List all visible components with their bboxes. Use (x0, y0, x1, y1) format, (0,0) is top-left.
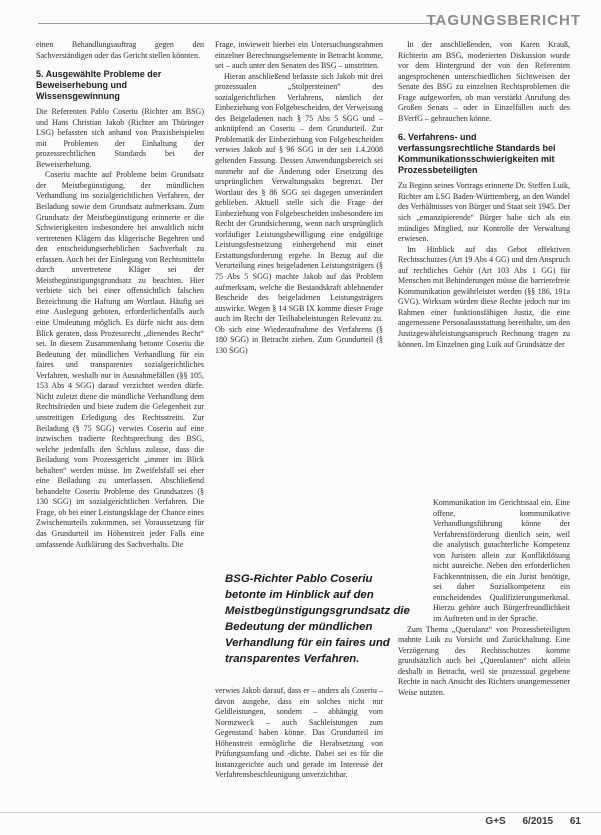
paragraph: Frage, inwieweit hierbei ein Untersuchungsrahmen einzelner Berechnungselemente in Betracht komme, sei – auch unter den Senaten des BSG – umstritten. (215, 40, 383, 71)
page-number: 61 (569, 816, 581, 827)
paragraph: Coseriu machte auf Probleme beim Grundsatz der Meistbegünstigung, der mündlichen Verhandlung im sozialgerichtlichen Verfahren, der Beiladung sowie dem Grundsatz aufmerksam. Zum Grundsatz der Meistbegünstigung erinnerte er die Schwierigkeiten insbesondere bei anwaltlich nicht vertretenen Klägern das klägerische Begehren und den entscheidungserheblichen Sachverhalt zu erfassen. Auch bei der Einlegung von Rechtsmitteln durch unvertretene Kläger sei der Meistbegünstigungsgrundsatz zu beachten. Hier verbiete sich bei einer offensichtlich falschen Bezeichnung die Haftung am Wortlaut. Häufig sei eine Auslegung geboten, erforderlichenfalls auch eine Umdeutung möglich. Es dürfe nicht aus dem Blick geraten, dass Prozessrecht „dienendes Recht“ sei. In diesem Zusammenhang betonte Coseriu die Bedeutung der mündlichen Verhandlung für ein faires und transparentes sozialgerichtliches Verfahren, weshalb nur in Ausnahmefällen (§§ 105, 153 Abs 4 SGG) darauf verzichtet werden dürfe. Nicht zuletzt diene die mündliche Verhandlung dem Rechtsfrieden und biete zudem die Gelegenheit zur unstreitigen Erledigung des Rechtsstreits. Zur Beiladung (§ 75 SGG) verwies Coseriu auf eine inzwischen tradierte Rechtsprechung des BSG, welche jedenfalls den Schluss zulasse, dass die Beiladung vom Prozessgericht „immer im Blick behalten“ werden müsse. Im Zweifelsfall sei eher eine Beiladung zu unterlassen. Abschließend behandelte Coseriu Probleme des Grundsatzes (§ 130 SGG) im sozialgerichtlichen Verfahren. Die Frage, ob bei einer Leistungsklage der Chance eines Zwischenurteils zukommen, sei Voraussetzung für das Grundurteil im Höhenstreit jeder Falls eine umfassende Aufklärung des Sachverhalts. Die (36, 170, 204, 549)
issue-number: 6/2015 (522, 816, 554, 827)
paragraph: Kommunikation im Gerichtssaal ein. Eine offene, kommunikative Verhandlungsführung könne der Verfahrensförderung dienlich sein, weil die analytisch gutachterliche Kompetenz von Juristen allein zur Konfliktlösung nicht ausreiche. Neben den erforderlichen Fachkenntnissen, die ein Jurist benötige, sei daher Sozialkompetenz ein entscheidendes Qualifizierungsmerkmal. Hierzu gehöre auch Bürgerfreundlichkeit im Auftreten und in der Sprache. (433, 498, 570, 624)
column-2-continuation (215, 686, 383, 781)
pull-quote: BSG-Richter Pablo Coseriu betonte im Hinblick auf den Meistbegünstigungsgrundsatz die Bedeutung der mündlichen Verhandlung für ein faires und transparentes Verfahren. (225, 573, 410, 665)
journal-name: G+S (485, 816, 506, 827)
section-header: TAGUNGSBERICHT (426, 12, 581, 29)
paragraph: Im Hinblick auf das Gebot effektiven Rechtsschutzes (Art 19 Abs 4 GG) und den Anspruch auf rechtliches Gehör (Art 103 Abs 1 GG) für Menschen mit Behinderungen müsse die barrierefreie Kommunikation gewährleistet werden (§§ 186, 191a GVG). Wirksam würden diese Rechte jedoch nur im Rahmen einer funktionsfähigen Justiz, die eine angemessene Personalausstattung bereithalte, um den Justizgewährleistungsanspruch Rechnung tragen zu können. Im Einzelnen ging Luik auf Grundsätze der (398, 244, 570, 349)
paragraph: Zu Beginn seines Vortrags erinnerte Dr. Steffen Luik, Richter am LSG Baden-Württemberg, an den Wandel des Verhältnisses von Bürger und Staat seit 1945. Der sich „emanzipierende“ Bürger habe sich als ein mündiges Mitglied, nur Kontrolle der Verwaltung erwiesen. (398, 181, 570, 244)
paragraph: verwies Jakob darauf, dass er – anders als Coseriu – davon ausgehe, dass ein solches nicht nur Geldleistungen, sondern – abhängig vom Normzweck – auch Sachleistungen zum Gegenstand haben könne. Das Grundurteil im Höhenstreit ermögliche die Herabsetzung von Prüfungsumfang und -dichte. Dabei sei es für die Instanzgerichte auch und gerade im Interesse der Verfahrensbeschleunigung unverzichtbar. (215, 686, 383, 780)
column-3 (398, 40, 570, 350)
column-1 (36, 40, 204, 550)
paragraph: Zum Thema „Querulanz“ von Prozessbeteiligten mahnte Luik zu Vorsicht und Zurückhaltung. Eine Verzögerung des Rechtsschutzes komme grundsätzlich auch bei „Querulanten“ nicht allein deshalb in Betracht, weil sie prozessual gegebene Rechte in nach Ansicht des Richters unangemessener Weise nutzten. (398, 624, 570, 697)
section-heading-6: 6. Verfahrens- und verfassungsrechtliche Standards bei Kommunikationsschwierigkeiten mit Prozessbeteiligten (398, 132, 556, 176)
paragraph: In der anschließenden, von Karen Krauß, Richterin am BSG, moderierten Diskussion wurde vor dem Hintergrund der von den Referenten angesprochenen unterschiedlichen Sichtweisen der Senate des BSG zu einzelnen Rechtsproblemen die Frage aufgeworfen, ob man verstärkt Anrufung des Großen Senats – oder in Einzelfällen auch des BVerfG – gebrauchen könne. (398, 40, 570, 123)
section-heading-5: 5. Ausgewählte Probleme der Beweiserhebung und Wissensgewinnung (36, 69, 162, 102)
paragraph: Hieran anschließend befasste sich Jakob mit drei prozessualen „Stolpersteinen“ des sozialgerichtlichen Verfahrens, nämlich der Einbeziehung von Folgebescheiden, der Verweisung des Beigeladenen nach § 75 Abs 5 SGG und – anknüpfend an Coseriu – dem Grundurteil. Zur Problematik der Einbeziehung von Folgebescheiden verwies Jakob auf § 96 SGG in der seit 1.4.2008 geltenden Fassung. Dessen Anwendungsbereich sei nunmehr auf die Änderung oder Ersetzung des ursprünglichen Verwaltungsakts begrenzt. Der Wortlaut des § 86 SGG sei dagegen unverändert geblieben. Aktuell stelle sich die Frage der Einbeziehung von Folgebescheiden insbesondere im Recht der Grundsicherung, wenn nach ursprünglich vorläufiger Leistungsbewilligung eine endgültige Leistungsfestsetzung einhergehend mit einer Erstattungsforderung ergehe. In Bezug auf die Verurteilung eines beigeladenen Leistungsträgers (§ 75 Abs 5 SGG) machte Jakob auf das Problem aufmerksam, welche die Bestandskraft ablehnender Bescheide des beigeladenen Leistungsträgers auswirke. Wegen § 14 SGB IX komme dieser Frage auch im Recht der Teilhabeleistungen Relevanz zu. Ob sich eine Wiederaufnahme des Verfahrens (§ 180 SGG) in Betracht ziehen. Zum Grundurteil (§ 130 SGG) (215, 71, 383, 355)
column-2 (215, 40, 383, 356)
header-rule (38, 23, 438, 24)
column-3-continuation (398, 498, 570, 698)
page-footer (471, 816, 581, 827)
paragraph: Die Referenten Pablo Coseriu (Richter am BSG) und Hans Christian Jakob (Richter am Thüringer LSG) befassten sich anhand von Praxisbeispielen mit Problemen der Einhaltung der prozessrechtlichen Standards bei der Beweiserhebung. (36, 107, 204, 169)
footer-rule (0, 812, 601, 813)
paragraph: einen Behandlungsauftrag gegen den Sachverständigen oder das Gericht stellen könnten. (36, 40, 204, 60)
